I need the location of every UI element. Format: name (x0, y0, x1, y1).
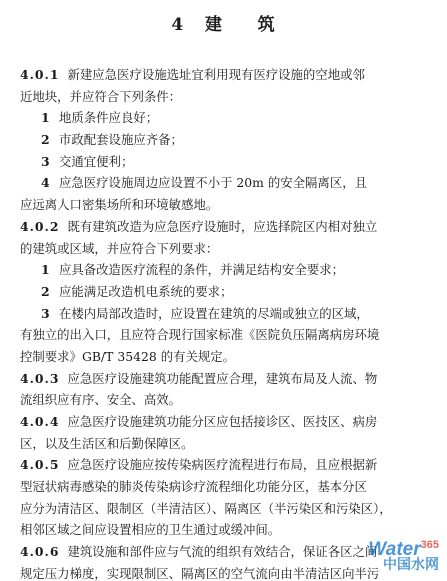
list-item-continuation: 应远离人口密集场所和环境敏感地。 (20, 197, 219, 213)
clause-text-line: 近地块，并应符合下列条件： (20, 88, 182, 104)
clause-number: 4.0.3 (20, 370, 60, 386)
list-item: 3 在楼内局部改造时，应设置在建筑的尽端或独立的区域， (41, 305, 369, 321)
list-item-continuation: 控制要求》GB/T 35428 的有关规定。 (20, 348, 236, 364)
clause-number: 4.0.4 (20, 414, 60, 429)
watermark-logo (368, 540, 439, 571)
clause-text-line: 流组织应有序、安全、高效。 (20, 392, 182, 408)
clause-number: 4.0.1 (20, 67, 60, 82)
clause-4-0-6-line-1: 4.0.6 建筑设施和部件应与气流的组织有效结合，保证各区之间 (20, 544, 378, 560)
clause-4-0-5-line-1: 4.0.5 应急医疗设施应按传染病医疗流程进行布局，且应根据新 (20, 457, 378, 473)
clause-text-line: 应分为清洁区、限制区（半清洁区）、隔离区（半污染区和污染区）， (20, 500, 392, 516)
clause-number: 4.0.5 (20, 457, 60, 473)
list-item: 3 交通宜便利； (41, 153, 134, 169)
clause-4-0-4-line-1: 4.0.4 应急医疗设施建筑功能分区应包括接诊区、医技区、病房 (20, 414, 378, 429)
clause-text-line: 区，以及生活区和后勤保障区。 (20, 435, 194, 451)
document-body (20, 64, 438, 581)
list-item: 1 应具备改造医疗流程的条件，并满足结构安全要求； (41, 262, 344, 278)
list-item: 2 市政配套设施应齐备； (41, 132, 183, 148)
clause-text-line: 规定压力梯度，实现限制区、隔离区的空气流向由半清洁区向半污 (20, 565, 380, 581)
clause-text-line: 相邻区域之间应设置相应的卫生通过或缓冲间。 (20, 522, 281, 538)
clause-number: 4.0.2 (20, 218, 60, 234)
clause-number: 4.0.6 (20, 544, 60, 560)
page-title: 4 建 筑 (171, 15, 276, 35)
list-item: 4 应急医疗设施周边应设置不小于 20m 的安全隔离区，且 (41, 175, 367, 191)
list-item: 1 地质条件应良好； (41, 110, 159, 126)
clause-4-0-2-line-1: 4.0.2 既有建筑改造为应急医疗设施时，应选择院区内相对独立 (20, 218, 378, 234)
clause-text-line: 型冠状病毒感染的肺炎传染病诊疗流程细化功能分区，基本分区 (20, 479, 367, 495)
watermark-site: 中国水网 (383, 556, 439, 572)
list-item: 2 应能满足改造机电系统的要求； (41, 283, 233, 299)
watermark-brand: Water (368, 539, 421, 560)
clause-4-0-3-line-1: 4.0.3 应急医疗设施建筑功能配置应合理，建筑布局及人流、物 (20, 370, 378, 386)
clause-4-0-1-line-1: 4.0.1 新建应急医疗设施选址宜利用现有医疗设施的空地或邻 (20, 67, 365, 82)
watermark-suffix: 365 (420, 539, 439, 551)
clause-text-line: 的建筑或区域，并应符合下列要求： (20, 240, 219, 256)
list-item-continuation: 有独立的出入口，且应符合现行国家标准《医院负压隔离病房环境 (20, 327, 380, 343)
